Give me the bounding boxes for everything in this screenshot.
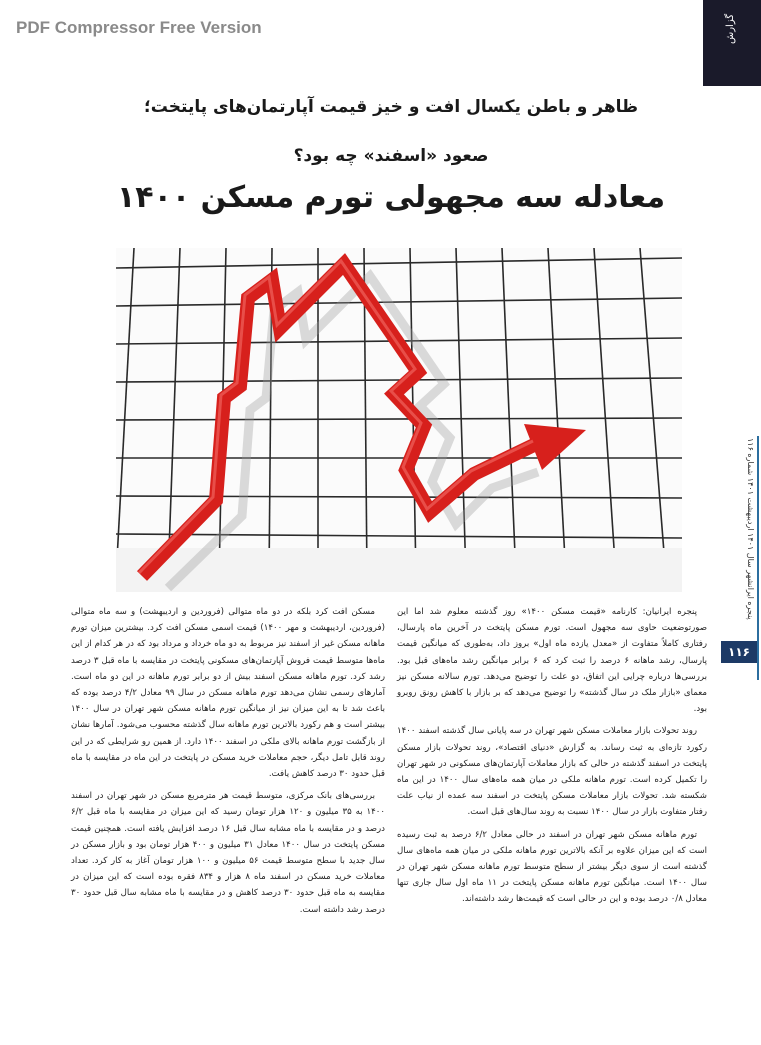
paragraph: بررسی‌های بانک مرکزی، متوسط قیمت هر مترمربع مسکن در شهر تهران در اسفند ۱۴۰۰ به ۳۵ میلیون و ۱۲۰ هزار تومان رسید که این میزان در مقایسه با ماه قبل ۶/۲ درصد و در مقایسه با ماه مشابه سال قبل ۱۶ درصد افزایش یافته است. همچنین قیمت مسکن پایتخت در سال ۱۴۰۰ معادل ۳۱ میلیون و ۴۰۰ هزار تومان بود و بازار مسکن در سال جدید با سطح متوسط قیمت ۵۶ میلیون و ۱۰۰ هزار تومان آغاز به کار کرد. تعداد معاملات خرید مسکن در اسفند ماه ۸ هزار و ۸۳۴ فقره بوده است که این میزان در مقایسه به ماه قبل حدود ۳۰ درصد کاهش و در مقایسه با ماه مشابه سال قبل حدود ۳۰ درصد رشد داشته است.: [71, 791, 386, 915]
paragraph: مسکن افت کرد بلکه در دو ماه متوالی (فروردین و اردیبهشت) و سه ماه متوالی (فروردین، اردیبهشت و مهر ۱۴۰۰) قیمت اسمی مسکن افت کرد. بیشترین میزان تورم ماهانه مسکن غیر از اسفند نیز مربوط به دو ماه خرداد و مرداد بود که در هر کدام از این ماه‌ها متوسط قیمت فروش آپارتمان‌های مسکونی پایتخت در مقایسه با ماه قبل ۳ درصد رشد کرد. تورم ماهانه مسکن اسفند بیش از دو برابر تورم ماهانه در این دو ماه است. آمارهای رسمی نشان می‌دهد تورم ماهانه مسکن در سال ۹۹ معادل ۴/۲ درصد بوده که باعث شد تا به این میزان نیز از میانگین تورم ماهانه مسکن شهر تهران در سال ۱۴۰۰ بیشتر است و هم رکورد بالاترین تورم ماهانه سال گذشته محسوب می‌شود. آمارها نشان از بازگشت تورم ماهانه بالای ملکی در اسفند ۱۴۰۰ دارد. از همین رو شرایطی که در این روند قابل تامل دیگر، حجم معاملات خرید مسکن در پایتخت در این ماه در مقایسه با ماه قبل حدود ۳۰ درصد کاهش یافت.: [71, 607, 385, 780]
headline-kicker: ظاهر و باطن یکسال افت و خیز قیمت آپارتمان‌های پایتخت؛: [143, 97, 639, 117]
article-column-left: [71, 604, 385, 924]
paragraph: روند تحولات بازار معاملات مسکن شهر تهران در سه پایانی سال گذشته اسفند ۱۴۰۰ رکورد تازه‌ای به ثبت رساند. به گزارش «دنیای اقتصاد»، روند تحولات بازار مسکن پایتخت در اسفند گذشته در حالی که بازار معاملات آپارتمان‌های مسکونی در شهر تهران را تکمیل کرده است. تورم ماهانه ملکی در میان همه ماه‌های سال ۱۴۰۰ در این ماه شکسته شد. تحولات بازار معاملات مسکن پایتخت در اسفند سه عمده از نیاب علت رفتار متفاوت بازار در سال ۱۴۰۰ نسبت به روند سال‌های قبل است.: [397, 726, 707, 818]
issue-info: پنجره ایرانشهر سال ۱۴۰۱ اردیبهشت ۱۴۰۱ شماره ۱۱۶: [746, 438, 755, 620]
page-number: ۱۱۶: [721, 641, 757, 663]
article-column-right: [397, 604, 707, 914]
headline-subtitle: صعود «اسفند» چه بود؟: [293, 146, 489, 166]
section-tab: [703, 0, 761, 86]
sidebar-accent-bar: [757, 436, 759, 680]
headline-title: معادله سه مجهولی تورم مسکن ۱۴۰۰: [116, 180, 666, 215]
paragraph: تورم ماهانه مسکن شهر تهران در اسفند در حالی معادل ۶/۲ درصد به ثبت رسیده است که این میزان علاوه بر آنکه بالاترین تورم ماهانه ملکی در میان همه ماه‌های سال گذشته است از سوی دیگر بیشتر از سطح متوسط تورم ماهانه مسکن شهر تهران در سال ۱۴۰۰ است. میانگین تورم ماهانه مسکن پایتخت در ۱۱ ماه اول سال جاری تنها معادل ۰/۸ درصد بوده و این در حالی است که قیمت‌ها رشد داشته‌اند.: [397, 829, 707, 905]
watermark: PDF Compressor Free Version: [16, 18, 262, 37]
paragraph: پنجره ایرانیان: کارنامه «قیمت مسکن ۱۴۰۰» روز گذشته معلوم شد اما این صورتوضعیت حاوی سه مجهول است. تورم مسکن پایتخت در آخرین ماه پارسال، رفتاری کاملاً متفاوت از «معدل یازده ماه اول» بروز داد، به‌طوری که میانگین قیمت پارسال، رشد ماهانه ۶ درصد را ثبت کرد که ۶ برابر میانگین رشد ماه‌های قبل بود. بررسی‌ها درباره چرایی این اتفاق، دو علت را توضیح می‌دهد. تورم سالانه مسکن نیز معمای «بازار ملک در سال گذشته» را توضیح می‌دهد که بر بازار با کاهش رونق روبرو بود.: [397, 607, 707, 715]
section-tab-label: گزارش: [725, 13, 736, 44]
house-arrow-illustration: [116, 248, 682, 592]
